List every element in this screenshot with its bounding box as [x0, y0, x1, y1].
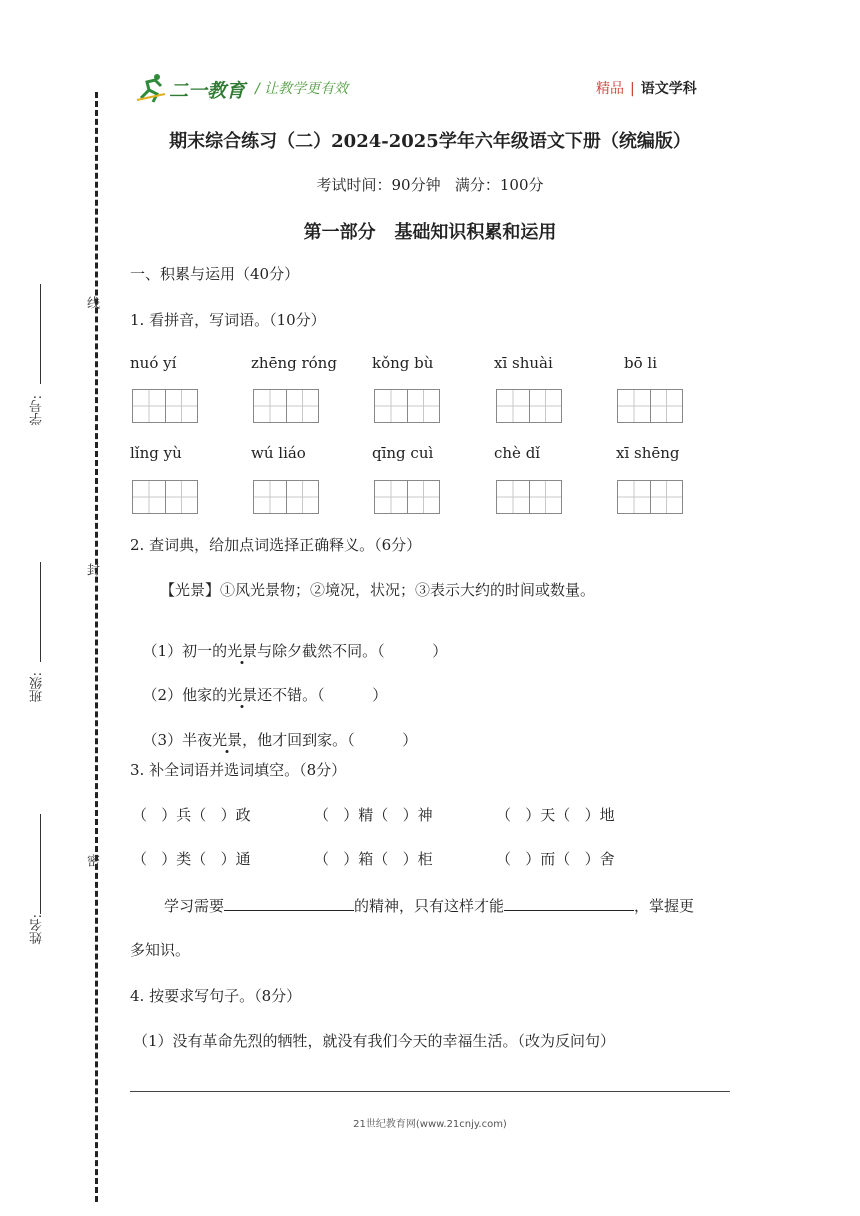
writing-grid[interactable]: [617, 480, 683, 514]
writing-grid[interactable]: [253, 389, 319, 423]
sentence-continuation: 多知识。: [130, 941, 191, 959]
writing-grid[interactable]: [374, 480, 440, 514]
q4-item: （1）没有革命先烈的牺牲，就没有我们今天的幸福生活。（改为反问句）: [133, 1032, 616, 1050]
header-divider: |: [630, 81, 635, 97]
idiom-blank[interactable]: （ ）兵（ ）政: [132, 806, 251, 824]
pinyin: bō li: [624, 354, 657, 372]
dotted-word: 光景: [227, 642, 258, 660]
slogan: / 让教学更有效: [255, 81, 349, 97]
q3-prompt: 3. 补全词语并选词填空。（8分）: [130, 761, 347, 779]
q2-definition: 【光景】①风光景物；②境况，状况；③表示大约的时间或数量。: [160, 581, 596, 599]
subject-label: 语文学科: [640, 81, 697, 97]
binding-seal-char: 封: [84, 563, 99, 576]
dotted-word: 光景: [227, 686, 258, 704]
pinyin: wú liáo: [251, 444, 306, 462]
writing-grid[interactable]: [374, 389, 440, 423]
writing-grid[interactable]: [617, 389, 683, 423]
part-title: 第一部分 基础知识积累和运用: [303, 222, 557, 243]
q2-item-answer[interactable]: ，他才回到家。（ ）: [242, 731, 418, 749]
student-id-blank[interactable]: [40, 284, 41, 384]
q2-item-answer[interactable]: 与除夕截然不同。（ ）: [257, 642, 448, 660]
header-tag: [596, 78, 697, 98]
pinyin: zhēng róng: [251, 354, 337, 372]
idiom-blank[interactable]: （ ）而（ ）舍: [496, 850, 615, 868]
q2-prompt: 2. 查词典，给加点词选择正确释义。（6分）: [130, 536, 422, 554]
pinyin: qīng cuì: [372, 444, 434, 462]
q1-prompt: 1. 看拼音，写词语。（10分）: [130, 311, 326, 329]
pinyin: chè dǐ: [494, 444, 541, 462]
writing-grid[interactable]: [496, 389, 562, 423]
q4-prompt: 4. 按要求写句子。（8分）: [130, 987, 302, 1005]
binding-cut-line: [95, 92, 98, 1202]
idiom-blank[interactable]: （ ）天（ ）地: [496, 806, 615, 824]
name-label: 姓名:: [30, 914, 45, 945]
idiom-blank[interactable]: （ ）箱（ ）柜: [314, 850, 433, 868]
writing-grid[interactable]: [253, 480, 319, 514]
class-blank[interactable]: [40, 562, 41, 662]
idiom-blank[interactable]: （ ）类（ ）通: [132, 850, 251, 868]
q2-item: [133, 622, 447, 661]
section-heading: 一、积累与运用（40分）: [130, 265, 300, 283]
pinyin: lǐng yù: [130, 444, 182, 462]
name-blank[interactable]: [40, 814, 41, 914]
writing-grid[interactable]: [132, 389, 198, 423]
fill-blank[interactable]: [224, 894, 354, 911]
class-label: 班级:: [30, 672, 45, 703]
idiom-blank[interactable]: （ ）精（ ）神: [314, 806, 433, 824]
student-id-label: 学号:: [30, 395, 45, 426]
q2-item: [133, 711, 417, 750]
q2-item-answer[interactable]: 还不错。（ ）: [257, 686, 388, 704]
pinyin: nuó yí: [130, 354, 177, 372]
quality-badge: 精品: [596, 81, 624, 97]
fill-sentence: [164, 894, 694, 916]
q2-item-text: （1）初一的: [142, 642, 228, 660]
q2-item: [133, 666, 387, 705]
footer-source: 21世纪教育网(www.21cnjy.com): [353, 1119, 507, 1130]
brand-name: 二一教育: [169, 80, 246, 102]
pinyin: xī shēng: [616, 444, 680, 462]
footer-rule: [130, 1091, 730, 1092]
pinyin: xī shuài: [494, 354, 553, 372]
exam-info: 考试时间：90分钟 满分：100分: [316, 176, 544, 194]
writing-grid[interactable]: [496, 480, 562, 514]
brand-logo: [135, 72, 245, 104]
q2-item-text: （2）他家的: [142, 686, 228, 704]
writing-grid[interactable]: [132, 480, 198, 514]
binding-secret-char: 密: [84, 854, 99, 867]
binding-line-char: 线: [84, 296, 99, 309]
exam-title: 期末综合练习（二）2024-2025学年六年级语文下册（统编版）: [169, 131, 691, 152]
pinyin: kǒng bù: [372, 354, 434, 372]
q2-item-text: （3）半夜: [142, 731, 213, 749]
sentence-text: ，掌握更: [634, 897, 695, 915]
fill-blank[interactable]: [504, 894, 634, 911]
sentence-text: 学习需要: [164, 897, 225, 915]
sentence-text: 的精神，只有这样才能: [354, 897, 505, 915]
dotted-word: 光景: [212, 731, 243, 749]
